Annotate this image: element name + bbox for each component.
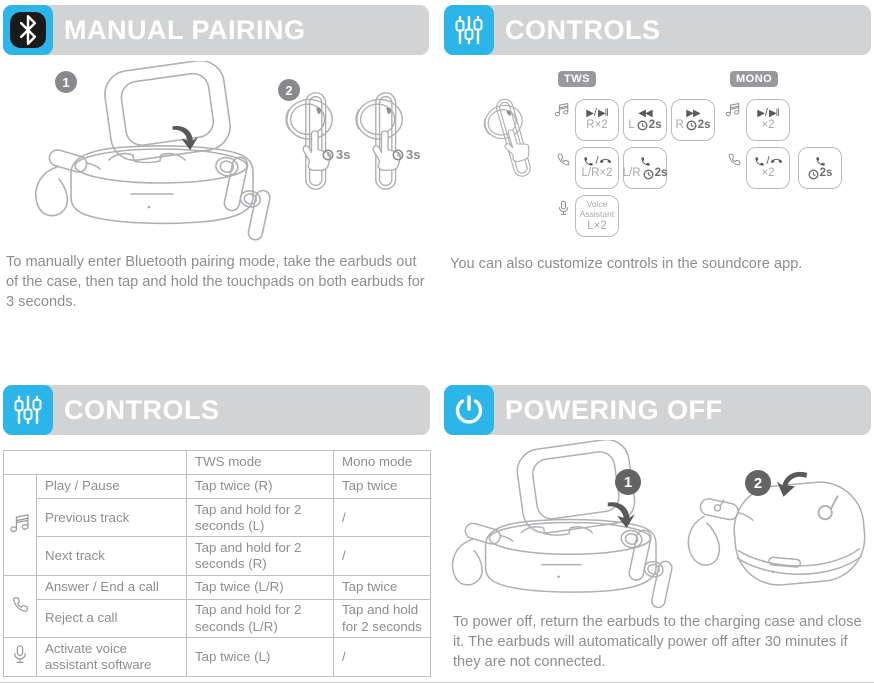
action-cell: Reject a call xyxy=(37,599,187,637)
step-badge-2: 2 xyxy=(278,79,300,101)
table-row xyxy=(4,537,431,575)
tws-cell: Tap and hold for 2 seconds (L) xyxy=(187,499,334,537)
control-button-voice-assistant: Voice Assistant L×2 xyxy=(575,195,619,237)
action-cell: Activate voice assistant software xyxy=(37,638,187,676)
table-header-row xyxy=(4,451,431,475)
control-button-next-track: ▶▶ R 2s xyxy=(671,99,715,141)
section-header xyxy=(444,385,871,435)
step-badge-1: 1 xyxy=(615,469,641,495)
mono-badge: MONO xyxy=(730,71,778,87)
section-title: CONTROLS xyxy=(64,394,220,425)
action-cell: Play / Pause xyxy=(37,475,187,499)
clock-icon xyxy=(643,169,654,180)
table-row xyxy=(4,638,431,676)
fast-forward-icon: ▶▶ xyxy=(686,107,700,119)
phone-icon xyxy=(11,595,30,614)
mono-cell: Tap twice xyxy=(334,575,431,599)
tws-cell: Tap twice (R) xyxy=(187,475,334,499)
col-header-tws: TWS mode xyxy=(187,451,334,475)
table-row xyxy=(4,499,431,537)
section-controls-top xyxy=(444,5,871,377)
hold-3s-label: 3s xyxy=(322,147,350,162)
col-header-mono: Mono mode xyxy=(334,451,431,475)
control-button-reject-call-mono: 2s xyxy=(798,147,842,189)
mic-icon xyxy=(558,200,569,217)
earbud-tap-illustration-left xyxy=(285,85,353,197)
open-case-illustration xyxy=(448,440,673,618)
hold-3s-label: 3s xyxy=(392,147,420,162)
tws-badge: TWS xyxy=(558,71,596,87)
sliders-icon xyxy=(444,5,494,55)
powering-off-description: To power off, return the earbuds to the charging case and close it. The earbuds will automatically power off after 30 minutes if they are not connected. xyxy=(453,614,862,670)
earbud-tap-illustration-right xyxy=(355,85,423,197)
section-header xyxy=(444,5,871,55)
music-note-icon xyxy=(725,102,741,117)
clock-icon xyxy=(322,149,334,161)
control-button-answer-end-mono: / ×2 xyxy=(746,147,790,189)
open-case-illustration xyxy=(31,61,271,251)
control-button-play-pause-mono: ▶ / ▶‖ ×2 xyxy=(746,99,790,141)
table-row xyxy=(4,599,431,637)
mono-cell: / xyxy=(334,499,431,537)
rewind-icon: ◀◀ xyxy=(638,107,652,119)
power-icon xyxy=(444,385,494,435)
pairing-description: To manually enter Bluetooth pairing mode, take the earbuds out of the case, then tap and hold the touchpads on both earbuds for 3 seconds. xyxy=(6,254,425,310)
tws-cell: Tap and hold for 2 seconds (R) xyxy=(187,537,334,575)
mono-cell: / xyxy=(334,638,431,676)
call-answer-icon xyxy=(583,156,594,167)
table-row xyxy=(4,575,431,599)
clock-icon xyxy=(637,120,648,131)
tws-cell: Tap twice (L/R) xyxy=(187,575,334,599)
section-title: CONTROLS xyxy=(505,14,661,45)
sliders-icon xyxy=(3,385,53,435)
play-pause-icon: ▶ / ▶‖ xyxy=(757,107,779,120)
earbud-tap-illustration xyxy=(476,83,556,191)
call-reject-icon xyxy=(640,156,651,167)
music-note-icon xyxy=(554,102,570,117)
action-cell: Answer / End a call xyxy=(37,575,187,599)
curved-arrow-icon xyxy=(775,469,811,498)
music-note-icon xyxy=(9,513,31,533)
call-reject-icon xyxy=(815,156,826,167)
control-button-play-pause: ▶ / ▶‖ R×2 xyxy=(575,99,619,141)
phone-icon xyxy=(556,152,571,167)
mono-cell: / xyxy=(334,537,431,575)
action-cell: Next track xyxy=(37,537,187,575)
tws-cell: Tap and hold for 2 seconds (L/R) xyxy=(187,599,334,637)
clock-icon xyxy=(686,120,697,131)
mic-icon xyxy=(13,644,27,666)
mono-cell: Tap twice xyxy=(334,475,431,499)
tws-cell: Tap twice (L) xyxy=(187,638,334,676)
action-cell: Previous track xyxy=(37,499,187,537)
section-header xyxy=(3,385,430,435)
section-manual-pairing xyxy=(3,5,429,377)
empty-header-cell xyxy=(4,451,187,475)
mono-cell: Tap and hold for 2 seconds xyxy=(334,599,431,637)
step-badge-1: 1 xyxy=(55,71,77,93)
section-title: POWERING OFF xyxy=(505,394,723,425)
controls-description: You can also customize controls in the soundcore app. xyxy=(450,256,803,272)
section-controls-table xyxy=(3,385,430,680)
control-button-reject-call: L/R 2s xyxy=(623,147,667,189)
clock-icon xyxy=(392,149,404,161)
call-answer-icon xyxy=(754,156,765,167)
section-title: MANUAL PAIRING xyxy=(64,14,306,45)
curved-arrow-icon xyxy=(604,497,636,529)
phone-icon xyxy=(727,152,742,167)
bluetooth-icon xyxy=(3,5,53,55)
controls-table xyxy=(3,450,431,677)
table-row xyxy=(4,475,431,499)
section-header xyxy=(3,5,429,55)
step-badge-2: 2 xyxy=(745,470,771,496)
control-button-answer-end: / L/R×2 xyxy=(575,147,619,189)
curved-arrow-icon xyxy=(169,121,199,151)
clock-icon xyxy=(808,169,819,180)
play-pause-icon: ▶ / ▶‖ xyxy=(586,107,608,120)
control-button-previous-track: ◀◀ L 2s xyxy=(623,99,667,141)
section-powering-off xyxy=(444,385,871,680)
